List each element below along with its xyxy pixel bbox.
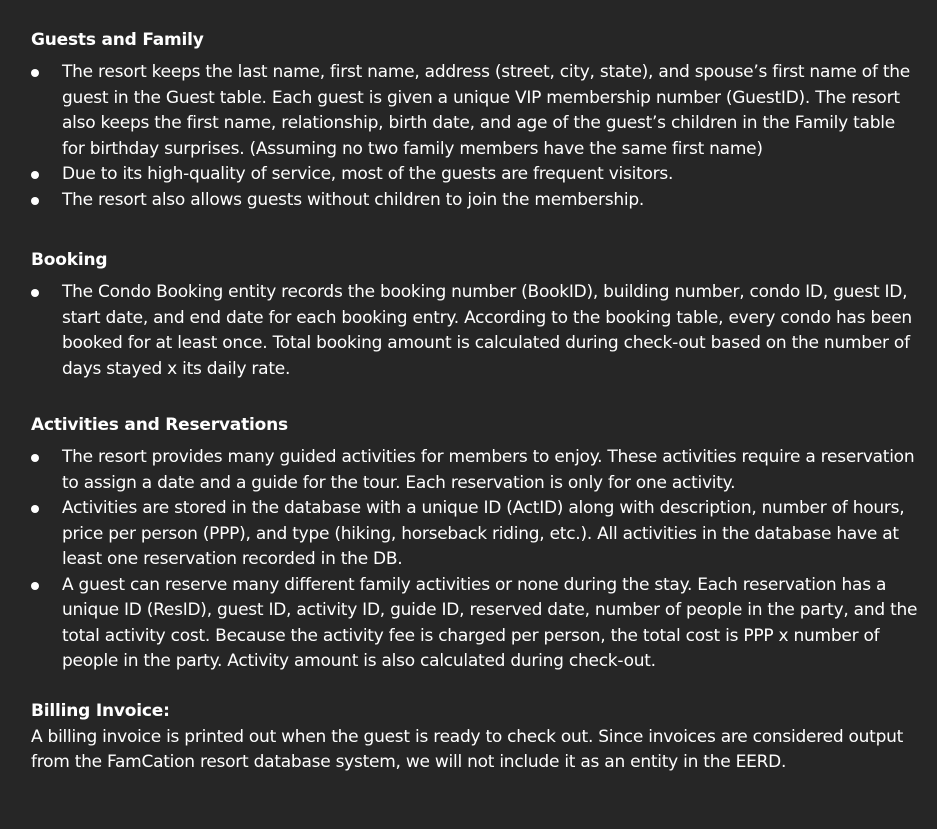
list-item xyxy=(31,445,921,496)
bullet-icon xyxy=(31,582,39,590)
bullet-list xyxy=(31,280,921,382)
section-activities-and-reservations xyxy=(31,413,921,675)
section-heading: Billing Invoice: xyxy=(31,700,170,721)
list-item xyxy=(31,280,921,382)
bullet-list xyxy=(31,60,921,213)
list-item xyxy=(31,573,921,675)
bullet-icon xyxy=(31,197,39,205)
section-heading: Guests and Family xyxy=(31,30,204,50)
section-billing-invoice xyxy=(31,699,921,776)
list-item-text: The resort also allows guests without children to join the membership. xyxy=(62,189,645,210)
bullet-icon xyxy=(31,454,39,462)
list-item-text: The resort provides many guided activities for members to enjoy. These activities require a reservation to assign a date and a guide for the tour. Each reservation is only for one activity. xyxy=(62,447,915,493)
list-item-text: The resort keeps the last name, first name, address (street, city, state), and spouse’s first name of the guest in the Guest table. Each guest is given a unique VIP membership number (GuestID). The resort also keeps the first name, relationship, birth date, and age of the guest’s children in the Family table for birthday surprises. (Assuming no two family members have the same first name) xyxy=(62,62,910,159)
list-item-text: Due to its high-quality of service, most of the guests are frequent visitors. xyxy=(62,164,674,184)
section-booking xyxy=(31,248,921,382)
list-item xyxy=(31,60,921,162)
section-guests-and-family xyxy=(31,28,921,213)
list-item xyxy=(31,496,921,573)
bullet-list xyxy=(31,445,921,675)
bullet-icon xyxy=(31,289,39,297)
list-item xyxy=(31,188,921,214)
bullet-icon xyxy=(31,69,39,77)
section-paragraph: A billing invoice is printed out when the guest is ready to check out. Since invoices are considered output from the FamCation resort database system, we will not include it as an entity in the EERD. xyxy=(31,726,904,772)
document-body xyxy=(31,28,921,776)
bullet-icon xyxy=(31,505,39,513)
section-heading: Activities and Reservations xyxy=(31,415,288,435)
section-heading: Booking xyxy=(31,250,108,270)
list-item-text: The Condo Booking entity records the booking number (BookID), building number, condo ID, guest ID, start date, and end date for each booking entry. According to the booking table, every condo has been booked for at least once. Total booking amount is calculated during check-out based on the number of days stayed x its daily rate. xyxy=(62,282,912,379)
list-item xyxy=(31,162,921,188)
bullet-icon xyxy=(31,171,39,179)
list-item-text: Activities are stored in the database with a unique ID (ActID) along with description, number of hours, price per person (PPP), and type (hiking, horseback riding, etc.). All activities in the database have at least one reservation recorded in the DB. xyxy=(62,498,905,569)
list-item-text: A guest can reserve many different family activities or none during the stay. Each reservation has a unique ID (ResID), guest ID, activity ID, guide ID, reserved date, number of people in the party, and the total activity cost. Because the activity fee is charged per person, the total cost is PPP x number of people in the party. Activity amount is also calculated during check-out. xyxy=(62,574,918,671)
